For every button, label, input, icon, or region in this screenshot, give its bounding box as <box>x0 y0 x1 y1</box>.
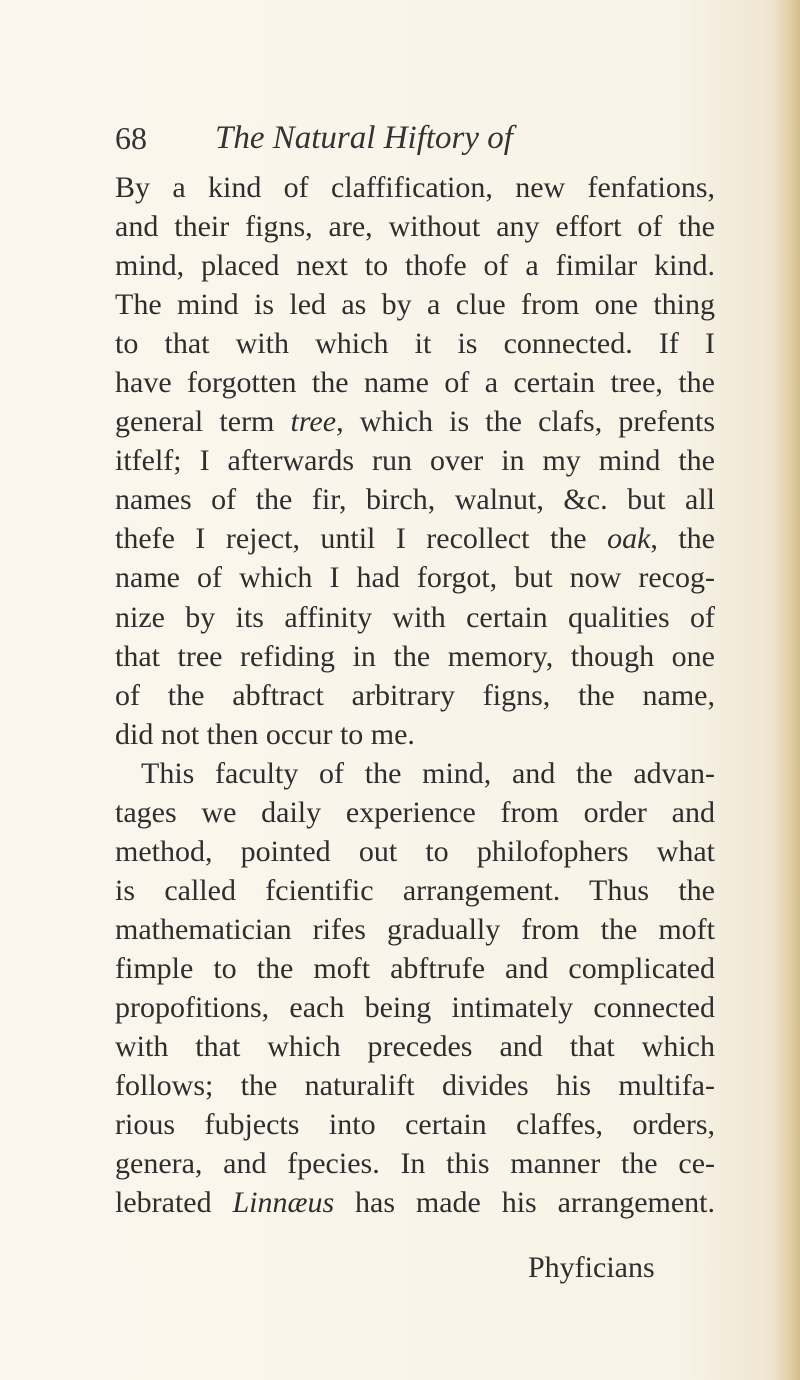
italic-term: Linnæus <box>232 1186 335 1220</box>
text-line: mind, placed next to thofe of a fimilar kind. <box>115 249 715 283</box>
text-fragment: , which is the clafs, prefents <box>336 405 715 439</box>
text-line: method, pointed out to philofophers what <box>115 834 715 868</box>
text-line: nize by its affinity with certain qualities of <box>115 600 715 634</box>
page-number: 68 <box>115 120 147 156</box>
text-line: and their figns, are, without any effort of the <box>115 210 715 244</box>
text-line: mathematician rifes gradually from the moft <box>115 912 715 946</box>
text-line <box>115 1183 715 1222</box>
page-edge-shadow <box>774 0 800 1380</box>
body-text <box>115 168 715 1222</box>
text-line: names of the fir, birch, walnut, &c. but all <box>115 483 715 517</box>
catchword: Phyficians <box>528 1251 655 1284</box>
text-line: follows; the naturalift divides his multifa- <box>115 1069 715 1103</box>
text-line: fimple to the moft abftrufe and complicated <box>115 951 715 985</box>
paragraph-start-line: This faculty of the mind, and the advan- <box>141 756 715 790</box>
text-line: By a kind of claffification, new fenfations, <box>115 171 715 204</box>
text-fragment: thefe I reject, until I recollect the <box>115 522 608 556</box>
text-fragment: has made his arrangement. <box>334 1186 715 1220</box>
text-fragment: , the <box>650 522 715 556</box>
running-head <box>115 118 675 162</box>
text-fragment: general term <box>115 405 291 439</box>
text-line: is called fcientific arrangement. Thus the <box>115 873 715 907</box>
running-title: The Natural Hiftory of <box>215 120 513 156</box>
text-line: genera, and fpecies. In this manner the ce- <box>115 1147 715 1181</box>
text-line: that tree refiding in the memory, though one <box>115 639 715 673</box>
text-line: have forgotten the name of a certain tree, the <box>115 366 715 400</box>
text-line: did not then occur to me. <box>115 717 415 751</box>
text-line: rious fubjects into certain claffes, orders, <box>115 1108 715 1142</box>
text-line: to that with which it is connected. If I <box>115 327 715 361</box>
text-line: with that which precedes and that which <box>115 1030 715 1064</box>
text-line <box>115 519 715 558</box>
italic-term: oak <box>607 522 651 556</box>
text-line: name of which I had forgot, but now recog- <box>115 561 715 595</box>
text-line: The mind is led as by a clue from one thing <box>115 288 715 322</box>
text-line: itfelf; I afterwards run over in my mind the <box>115 444 715 478</box>
text-fragment: lebrated <box>115 1186 233 1220</box>
italic-term: tree <box>290 405 337 439</box>
text-line: of the abftract arbitrary figns, the name, <box>115 678 715 712</box>
text-line: propofitions, each being intimately connected <box>115 990 715 1024</box>
text-line: tages we daily experience from order and <box>115 795 715 829</box>
text-line <box>115 402 715 441</box>
